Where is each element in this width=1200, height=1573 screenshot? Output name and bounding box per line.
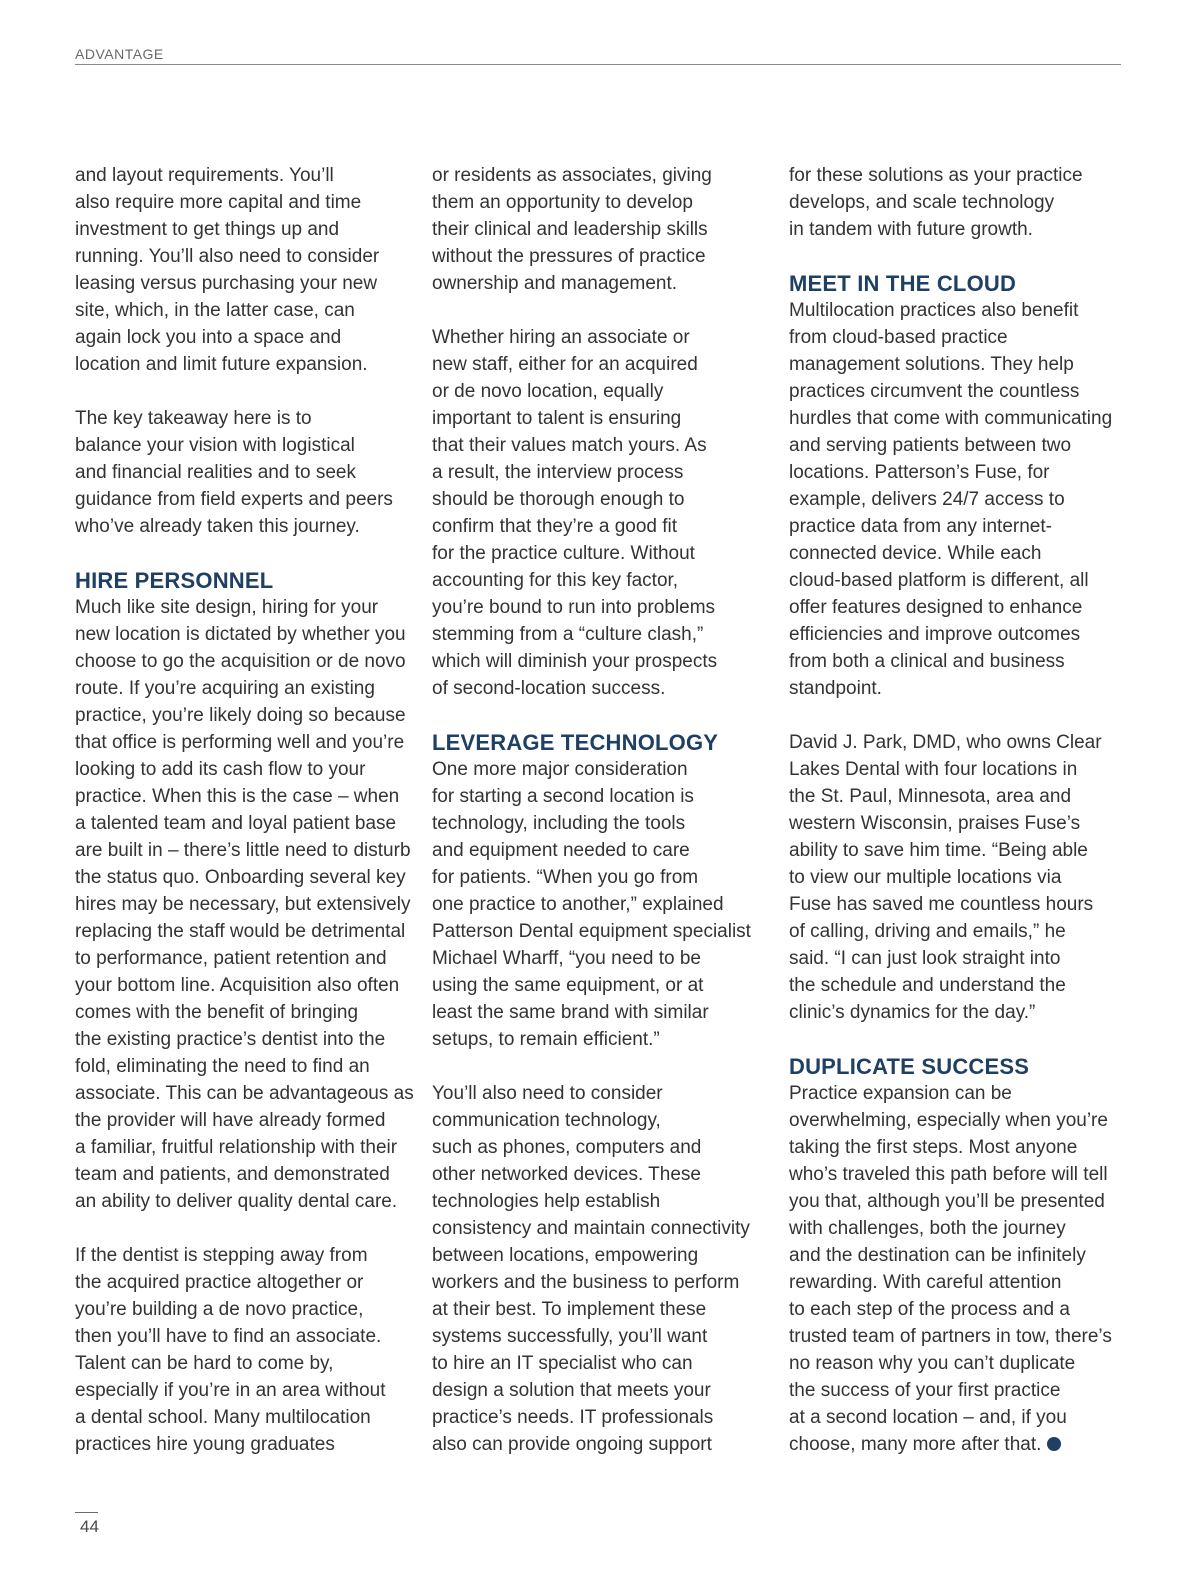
text-line <box>789 918 1135 945</box>
line-text: of second-location success. <box>432 678 666 699</box>
text-line <box>789 162 1135 189</box>
line-text: a talented team and loyal patient base <box>75 813 397 834</box>
line-text: hires may be necessary, but extensively <box>75 894 411 915</box>
line-text: at their best. To implement these <box>432 1299 707 1320</box>
line-text: in tandem with future growth. <box>789 219 1033 240</box>
text-line <box>432 1134 778 1161</box>
text-line <box>432 1269 778 1296</box>
text-line <box>75 1350 421 1377</box>
text-line <box>789 1080 1135 1107</box>
line-text: or de novo location, equally <box>432 381 664 402</box>
text-line <box>432 1242 778 1269</box>
text-line <box>75 1431 421 1458</box>
text-line <box>789 1404 1135 1431</box>
text-line <box>75 972 421 999</box>
text-line <box>432 243 778 270</box>
line-text: an ability to deliver quality dental care. <box>75 1191 398 1212</box>
text-line <box>789 729 1135 756</box>
line-text: from cloud-based practice <box>789 327 1008 348</box>
line-text: the St. Paul, Minnesota, area and <box>789 786 1072 807</box>
text-line <box>789 1242 1135 1269</box>
text-line <box>75 621 421 648</box>
text-line <box>75 864 421 891</box>
text-line <box>75 675 421 702</box>
text-line <box>432 1161 778 1188</box>
line-text: Whether hiring an associate or <box>432 327 690 348</box>
line-text: investment to get things up and <box>75 219 340 240</box>
text-line <box>432 1107 778 1134</box>
paragraph-gap <box>75 1215 421 1242</box>
text-line <box>75 1188 421 1215</box>
text-line <box>789 189 1135 216</box>
text-line <box>789 1431 1135 1458</box>
line-text: Much like site design, hiring for your <box>75 597 379 618</box>
line-text: offer features designed to enhance <box>789 597 1083 618</box>
text-line <box>432 513 778 540</box>
line-text: ability to save him time. “Being able <box>789 840 1088 861</box>
line-text: stemming from a “culture clash,” <box>432 624 704 645</box>
line-text: no reason why you can’t duplicate <box>789 1353 1076 1374</box>
line-text: least the same brand with similar <box>432 1002 709 1023</box>
text-line <box>432 1377 778 1404</box>
text-line <box>75 324 421 351</box>
column-2 <box>432 162 778 1458</box>
line-text: technology, including the tools <box>432 813 686 834</box>
text-line <box>75 648 421 675</box>
text-line <box>75 270 421 297</box>
line-text: practice’s needs. IT professionals <box>432 1407 714 1428</box>
text-line <box>432 1026 778 1053</box>
line-text: management solutions. They help <box>789 354 1074 375</box>
line-text: develops, and scale technology <box>789 192 1055 213</box>
line-text: western Wisconsin, praises Fuse’s <box>789 813 1081 834</box>
text-line <box>75 432 421 459</box>
text-line <box>789 1269 1135 1296</box>
line-text: between locations, empowering <box>432 1245 699 1266</box>
text-line <box>432 918 778 945</box>
line-text: standpoint. <box>789 678 882 699</box>
text-line <box>789 567 1135 594</box>
line-text: comes with the benefit of bringing <box>75 1002 359 1023</box>
line-text: who’s traveled this path before will tell <box>789 1164 1108 1185</box>
text-line <box>75 216 421 243</box>
line-text: to view our multiple locations via <box>789 867 1062 888</box>
text-line <box>432 1350 778 1377</box>
line-text: example, delivers 24/7 access to <box>789 489 1065 510</box>
text-line <box>789 1134 1135 1161</box>
line-text: without the pressures of practice <box>432 246 706 267</box>
line-text: One more major consideration <box>432 759 688 780</box>
page-number: 44 <box>80 1517 99 1536</box>
line-text: practice data from any internet- <box>789 516 1052 537</box>
line-text: for patients. “When you go from <box>432 867 699 888</box>
text-line <box>789 513 1135 540</box>
text-line <box>789 621 1135 648</box>
heading-text: HIRE PERSONNEL <box>75 568 274 593</box>
line-text: taking the first steps. Most anyone <box>789 1137 1078 1158</box>
text-line <box>432 567 778 594</box>
line-text: and the destination can be infinitely <box>789 1245 1086 1266</box>
text-line <box>789 540 1135 567</box>
line-text: new staff, either for an acquired <box>432 354 698 375</box>
text-line <box>789 594 1135 621</box>
text-line <box>432 486 778 513</box>
line-text: confirm that they’re a good fit <box>432 516 678 537</box>
line-text: consistency and maintain connectivity <box>432 1218 750 1239</box>
text-line <box>789 486 1135 513</box>
text-line <box>432 864 778 891</box>
line-text: from both a clinical and business <box>789 651 1065 672</box>
text-line <box>432 1404 778 1431</box>
text-line <box>432 999 778 1026</box>
line-text: choose to go the acquisition or de novo <box>75 651 406 672</box>
text-line <box>432 216 778 243</box>
paragraph-gap <box>432 702 778 729</box>
line-text: site, which, in the latter case, can <box>75 300 355 321</box>
text-line <box>789 810 1135 837</box>
text-line <box>789 972 1135 999</box>
line-text: and financial realities and to seek <box>75 462 356 483</box>
line-text: fold, eliminating the need to find an <box>75 1056 370 1077</box>
line-text: a familiar, fruitful relationship with their <box>75 1137 398 1158</box>
line-text: ownership and management. <box>432 273 678 294</box>
line-text: If the dentist is stepping away from <box>75 1245 368 1266</box>
text-line <box>432 891 778 918</box>
text-line <box>432 1323 778 1350</box>
line-text: connected device. While each <box>789 543 1042 564</box>
line-text: the status quo. Onboarding several key <box>75 867 406 888</box>
line-text: to hire an IT specialist who can <box>432 1353 693 1374</box>
line-text: using the same equipment, or at <box>432 975 704 996</box>
text-line <box>789 756 1135 783</box>
text-line <box>432 459 778 486</box>
line-text: rewarding. With careful attention <box>789 1272 1062 1293</box>
section-heading <box>789 1053 1135 1080</box>
text-line <box>75 999 421 1026</box>
text-line <box>75 1377 421 1404</box>
text-line <box>75 1404 421 1431</box>
section-heading <box>432 729 778 756</box>
text-line <box>75 1296 421 1323</box>
text-line <box>789 1323 1135 1350</box>
line-text: overwhelming, especially when you’re <box>789 1110 1108 1131</box>
line-text: technologies help establish <box>432 1191 661 1212</box>
paragraph-gap <box>432 297 778 324</box>
line-text: then you’ll have to find an associate. <box>75 1326 382 1347</box>
line-text: hurdles that come with communicating <box>789 408 1113 429</box>
paragraph-gap <box>789 702 1135 729</box>
text-line <box>432 1215 778 1242</box>
text-line <box>789 432 1135 459</box>
heading-text: DUPLICATE SUCCESS <box>789 1054 1030 1079</box>
line-text: them an opportunity to develop <box>432 192 693 213</box>
paragraph-gap <box>789 1026 1135 1053</box>
line-text: route. If you’re acquiring an existing <box>75 678 375 699</box>
line-text: also require more capital and time <box>75 192 362 213</box>
line-text: location and limit future expansion. <box>75 354 368 375</box>
line-text: and layout requirements. You’ll <box>75 165 334 186</box>
text-line <box>75 189 421 216</box>
text-line <box>789 405 1135 432</box>
line-text: that their values match yours. As <box>432 435 707 456</box>
text-line <box>75 1323 421 1350</box>
text-line <box>789 378 1135 405</box>
text-line <box>789 891 1135 918</box>
text-line <box>75 837 421 864</box>
text-line <box>432 1431 778 1458</box>
line-text: the schedule and understand the <box>789 975 1066 996</box>
line-text: or residents as associates, giving <box>432 165 712 186</box>
line-text: Talent can be hard to come by, <box>75 1353 334 1374</box>
text-line <box>432 432 778 459</box>
text-line <box>432 1296 778 1323</box>
text-line <box>789 1107 1135 1134</box>
text-line <box>75 891 421 918</box>
paragraph-gap <box>75 378 421 405</box>
text-line <box>75 162 421 189</box>
text-line <box>432 621 778 648</box>
line-text: with challenges, both the journey <box>789 1218 1066 1239</box>
line-text: guidance from field experts and peers <box>75 489 393 510</box>
line-text: of calling, driving and emails,” he <box>789 921 1066 942</box>
section-heading <box>75 567 421 594</box>
line-text: the existing practice’s dentist into the <box>75 1029 386 1050</box>
text-line <box>75 702 421 729</box>
line-text: running. You’ll also need to consider <box>75 246 380 267</box>
line-text: at a second location – and, if you <box>789 1407 1067 1428</box>
line-text: and serving patients between two <box>789 435 1072 456</box>
line-text: who’ve already taken this journey. <box>75 516 360 537</box>
line-text: practices hire young graduates <box>75 1434 335 1455</box>
text-line <box>75 1026 421 1053</box>
line-text: leasing versus purchasing your new <box>75 273 378 294</box>
line-text: systems successfully, you’ll want <box>432 1326 708 1347</box>
text-line <box>75 1161 421 1188</box>
header-divider <box>75 64 1121 65</box>
line-text: you’re building a de novo practice, <box>75 1299 364 1320</box>
text-line <box>789 1377 1135 1404</box>
text-line <box>75 513 421 540</box>
line-text: The key takeaway here is to <box>75 408 312 429</box>
text-line <box>432 270 778 297</box>
text-line <box>432 675 778 702</box>
text-line <box>789 1215 1135 1242</box>
text-line <box>432 945 778 972</box>
text-line <box>432 810 778 837</box>
line-text: practices circumvent the countless <box>789 381 1080 402</box>
section-heading <box>789 270 1135 297</box>
line-text: Practice expansion can be <box>789 1083 1012 1104</box>
line-text: to performance, patient retention and <box>75 948 387 969</box>
text-line <box>432 756 778 783</box>
text-line <box>789 1188 1135 1215</box>
text-line <box>789 783 1135 810</box>
text-line <box>75 1107 421 1134</box>
page-number-rule <box>75 1512 98 1513</box>
text-line <box>789 1161 1135 1188</box>
heading-text: LEVERAGE TECHNOLOGY <box>432 730 719 755</box>
text-line <box>432 837 778 864</box>
text-line <box>789 297 1135 324</box>
line-text: looking to add its cash flow to your <box>75 759 366 780</box>
line-text: accounting for this key factor, <box>432 570 679 591</box>
text-line <box>75 486 421 513</box>
text-line <box>75 459 421 486</box>
line-text: and equipment needed to care <box>432 840 690 861</box>
line-text: choose, many more after that. <box>789 1434 1042 1455</box>
text-line <box>75 243 421 270</box>
line-text: the acquired practice altogether or <box>75 1272 364 1293</box>
text-line <box>432 1188 778 1215</box>
text-line <box>789 945 1135 972</box>
line-text: design a solution that meets your <box>432 1380 711 1401</box>
paragraph-gap <box>432 1053 778 1080</box>
line-text: should be thorough enough to <box>432 489 685 510</box>
text-line <box>789 1350 1135 1377</box>
line-text: said. “I can just look straight into <box>789 948 1061 969</box>
line-text: for starting a second location is <box>432 786 694 807</box>
text-line <box>789 216 1135 243</box>
line-text: associate. This can be advantageous as <box>75 1083 414 1104</box>
text-line <box>75 1080 421 1107</box>
text-line <box>75 297 421 324</box>
line-text: their clinical and leadership skills <box>432 219 708 240</box>
column-3 <box>789 162 1135 1458</box>
text-line <box>75 1134 421 1161</box>
text-line <box>75 729 421 756</box>
text-line <box>432 783 778 810</box>
line-text: You’ll also need to consider <box>432 1083 663 1104</box>
line-text: Multilocation practices also benefit <box>789 300 1079 321</box>
line-text: Fuse has saved me countless hours <box>789 894 1094 915</box>
text-line <box>789 648 1135 675</box>
line-text: other networked devices. These <box>432 1164 701 1185</box>
text-line <box>789 999 1135 1026</box>
text-line <box>75 351 421 378</box>
text-line <box>789 351 1135 378</box>
text-line <box>432 594 778 621</box>
line-text: practice, you’re likely doing so because <box>75 705 406 726</box>
text-line <box>432 378 778 405</box>
line-text: the success of your first practice <box>789 1380 1061 1401</box>
line-text: Patterson Dental equipment specialist <box>432 921 751 942</box>
text-line <box>75 405 421 432</box>
text-line <box>75 1242 421 1269</box>
line-text: a dental school. Many multilocation <box>75 1407 371 1428</box>
line-text: communication technology, <box>432 1110 661 1131</box>
line-text: for the practice culture. Without <box>432 543 695 564</box>
text-line <box>789 864 1135 891</box>
line-text: clinic’s dynamics for the day.” <box>789 1002 1036 1023</box>
heading-text: MEET IN THE CLOUD <box>789 271 1017 296</box>
line-text: replacing the staff would be detrimental <box>75 921 406 942</box>
line-text: your bottom line. Acquisition also often <box>75 975 400 996</box>
line-text: David J. Park, DMD, who owns Clear <box>789 732 1102 753</box>
text-line <box>789 1296 1135 1323</box>
line-text: cloud-based platform is different, all <box>789 570 1089 591</box>
text-line <box>432 540 778 567</box>
line-text: one practice to another,” explained <box>432 894 724 915</box>
text-line <box>75 810 421 837</box>
text-line <box>432 405 778 432</box>
text-line <box>789 675 1135 702</box>
line-text: such as phones, computers and <box>432 1137 702 1158</box>
text-line <box>75 756 421 783</box>
line-text: you that, although you’ll be presented <box>789 1191 1105 1212</box>
line-text: locations. Patterson’s Fuse, for <box>789 462 1050 483</box>
text-line <box>432 324 778 351</box>
line-text: the provider will have already formed <box>75 1110 386 1131</box>
line-text: again lock you into a space and <box>75 327 342 348</box>
line-text: balance your vision with logistical <box>75 435 355 456</box>
line-text: that office is performing well and you’re <box>75 732 405 753</box>
text-line <box>75 1053 421 1080</box>
text-line <box>789 837 1135 864</box>
line-text: setups, to remain efficient.” <box>432 1029 660 1050</box>
text-line <box>75 594 421 621</box>
line-text: to each step of the process and a <box>789 1299 1070 1320</box>
line-text: important to talent is ensuring <box>432 408 682 429</box>
line-text: which will diminish your prospects <box>432 651 718 672</box>
paragraph-gap <box>75 540 421 567</box>
text-line <box>432 189 778 216</box>
text-line <box>75 1269 421 1296</box>
line-text: workers and the business to perform <box>432 1272 740 1293</box>
line-text: are built in – there’s little need to disturb <box>75 840 411 861</box>
column-1 <box>75 162 421 1458</box>
paragraph-gap <box>789 243 1135 270</box>
text-line <box>432 351 778 378</box>
line-text: new location is dictated by whether you <box>75 624 406 645</box>
text-line <box>75 918 421 945</box>
text-line <box>789 324 1135 351</box>
line-text: Michael Wharff, “you need to be <box>432 948 701 969</box>
text-line <box>432 162 778 189</box>
text-line <box>432 972 778 999</box>
line-text: practice. When this is the case – when <box>75 786 400 807</box>
text-line <box>75 783 421 810</box>
line-text: team and patients, and demonstrated <box>75 1164 390 1185</box>
line-text: also can provide ongoing support <box>432 1434 712 1455</box>
text-line <box>789 459 1135 486</box>
line-text: a result, the interview process <box>432 462 684 483</box>
line-text: for these solutions as your practice <box>789 165 1083 186</box>
line-text: trusted team of partners in tow, there’s <box>789 1326 1112 1347</box>
line-text: especially if you’re in an area without <box>75 1380 386 1401</box>
line-text: efficiencies and improve outcomes <box>789 624 1081 645</box>
section-label: ADVANTAGE <box>75 46 164 62</box>
end-mark-icon <box>1047 1437 1061 1451</box>
text-line <box>75 945 421 972</box>
line-text: Lakes Dental with four locations in <box>789 759 1078 780</box>
text-line <box>432 648 778 675</box>
line-text: you’re bound to run into problems <box>432 597 716 618</box>
text-line <box>432 1080 778 1107</box>
